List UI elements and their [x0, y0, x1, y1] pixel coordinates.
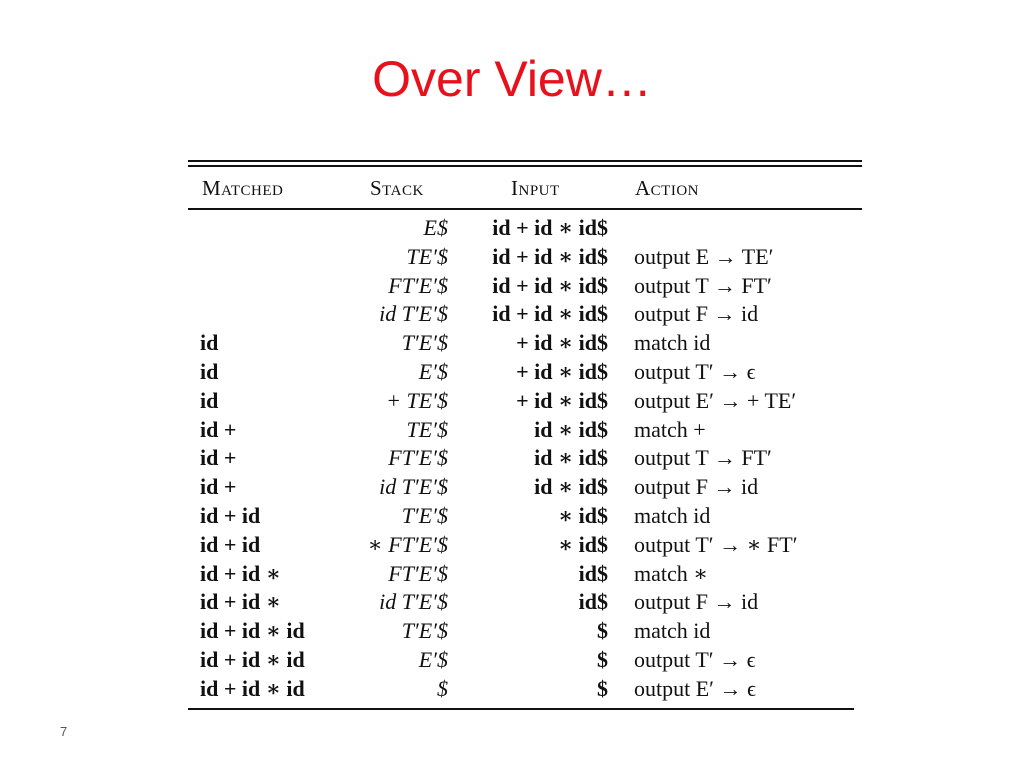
cell-stack: T′E′$ [401, 502, 448, 528]
cell-stack: T′E′$ [401, 330, 448, 356]
cell-input: + id ∗ id$ [516, 358, 608, 384]
cell-input: + id ∗ id$ [516, 387, 608, 413]
cell-input: $ [597, 675, 608, 701]
cell-action: output T′ → ϵ [634, 358, 756, 384]
cell-input: ∗ id$ [557, 502, 608, 528]
cell-stack: id T′E′$ [379, 474, 448, 500]
table-row [188, 329, 862, 358]
cell-input: + id ∗ id$ [516, 330, 608, 356]
table-row [188, 243, 862, 272]
cell-input: id ∗ id$ [534, 474, 608, 500]
table-bottom-rule [188, 708, 854, 710]
cell-action: output T′ → ∗ FT′ [634, 531, 798, 557]
cell-matched: id + id ∗ id [200, 675, 305, 701]
table-row [188, 675, 862, 704]
cell-stack: TE′$ [406, 416, 448, 442]
cell-input: ∗ id$ [557, 531, 608, 557]
cell-stack: ∗ FT′E′$ [367, 531, 448, 557]
table-row [188, 300, 862, 329]
cell-stack: E′$ [418, 358, 448, 384]
cell-action: match id [634, 330, 711, 356]
cell-action: output F → id [634, 301, 759, 327]
cell-action: output F → id [634, 589, 759, 615]
table-top-rule-double [188, 165, 862, 167]
table-row [188, 502, 862, 531]
cell-action: output E′ → + TE′ [634, 387, 797, 413]
cell-stack: id T′E′$ [379, 301, 448, 327]
parsing-table [188, 160, 862, 710]
cell-matched: id + [200, 445, 237, 471]
cell-input: id + id ∗ id$ [492, 272, 608, 298]
cell-input: $ [597, 618, 608, 644]
cell-action: match + [634, 416, 706, 442]
cell-matched: id [200, 387, 219, 413]
table-row [188, 560, 862, 589]
cell-matched: id [200, 330, 219, 356]
table-top-rule [188, 160, 862, 162]
cell-stack: E′$ [418, 646, 448, 672]
cell-action: output E → TE′ [634, 243, 774, 269]
cell-action: output F → id [634, 474, 759, 500]
cell-matched: id + [200, 474, 237, 500]
cell-input: id$ [578, 560, 608, 586]
cell-input: id ∗ id$ [534, 416, 608, 442]
cell-input: id$ [578, 589, 608, 615]
table-row [188, 473, 862, 502]
table-row [188, 416, 862, 445]
cell-action: match id [634, 502, 711, 528]
table-row [188, 214, 862, 243]
cell-stack: FT′E′$ [388, 272, 448, 298]
cell-action: output E′ → ϵ [634, 675, 756, 701]
cell-matched: id + id ∗ [200, 560, 281, 586]
table-header-rule [188, 208, 862, 210]
cell-matched: id [200, 358, 219, 384]
header-action: Action [635, 176, 699, 200]
table-row [188, 531, 862, 560]
cell-stack: E$ [423, 215, 448, 240]
cell-action: match ∗ [634, 560, 709, 586]
cell-matched: id + id [200, 531, 261, 557]
cell-stack: + TE′$ [386, 387, 448, 413]
cell-stack: T′E′$ [401, 618, 448, 644]
cell-input: id + id ∗ id$ [492, 301, 608, 327]
table-row [188, 646, 862, 675]
cell-matched: id + id ∗ id [200, 646, 305, 672]
cell-input: id + id ∗ id$ [492, 215, 608, 240]
cell-input: id + id ∗ id$ [492, 243, 608, 269]
cell-matched: id + id [200, 502, 261, 528]
slide-title: Over View… [372, 51, 652, 107]
cell-stack: id T′E′$ [379, 589, 448, 615]
table-row [188, 358, 862, 387]
cell-matched: id + [200, 416, 237, 442]
table-row [188, 444, 862, 473]
table-row [188, 617, 862, 646]
header-input: Input [511, 176, 560, 200]
cell-action: match id [634, 618, 711, 644]
header-matched: Matched [202, 176, 284, 200]
table-row [188, 387, 862, 416]
cell-stack: FT′E′$ [388, 445, 448, 471]
cell-action: output T → FT′ [634, 445, 772, 471]
table-row [188, 588, 862, 617]
page-number: 7 [60, 724, 68, 739]
cell-action: output T → FT′ [634, 272, 772, 298]
header-stack: Stack [370, 176, 424, 200]
table-header-row [188, 172, 862, 204]
cell-input: id ∗ id$ [534, 445, 608, 471]
cell-input: $ [597, 646, 608, 672]
cell-stack: TE′$ [406, 243, 448, 269]
cell-action: output T′ → ϵ [634, 646, 756, 672]
cell-stack: FT′E′$ [388, 560, 448, 586]
cell-stack: $ [437, 675, 448, 701]
cell-matched: id + id ∗ id [200, 618, 305, 644]
table-body [188, 214, 862, 704]
table-row [188, 272, 862, 301]
cell-matched: id + id ∗ [200, 589, 281, 615]
